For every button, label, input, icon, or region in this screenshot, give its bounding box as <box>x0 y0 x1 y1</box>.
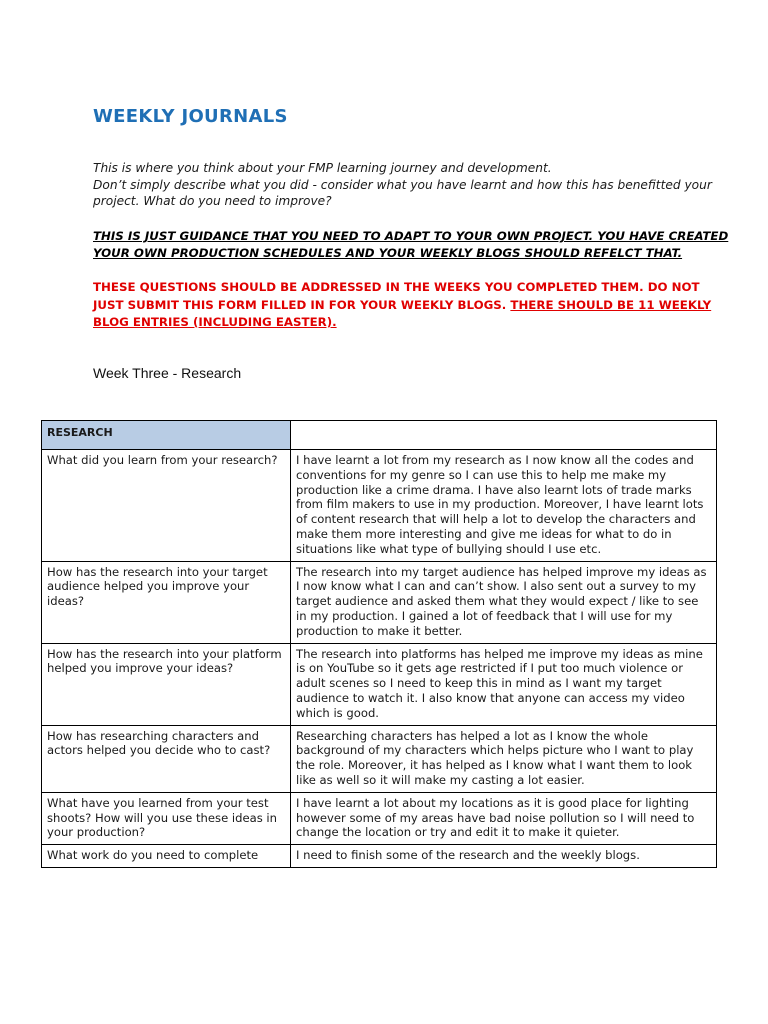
table-header-blank <box>291 421 717 450</box>
answer-cell: I have learnt a lot about my locations as it is good place for lighting however some of my areas have bad noise pollution so I will need to change the location or try and edit it to make it quieter. <box>291 792 717 844</box>
answer-cell: The research into my target audience has helped improve my ideas as I now know what I can and can’t show. I also sent out a survey to my target audience and asked them what they would expect / like to see in my production. I gained a lot of feedback that I will use for my production to make it better. <box>291 561 717 643</box>
answer-cell: I have learnt a lot from my research as I now know all the codes and conventions for my genre so I can use this to help me make my production like a crime drama. I have also learnt lots of trade marks from film makers to use in my production. Moreover, I have learnt lots of content research that will help a lot to develop the characters and make them more interesting and give me ideas for what to do in situations like what type of bullying should I use etc. <box>291 450 717 562</box>
table-row <box>42 450 717 562</box>
warning-underlined-text: THERE SHOULD BE 11 WEEKLY BLOG ENTRIES (INCLUDING EASTER). <box>93 297 712 329</box>
question-cell: How has the research into your target audience helped you improve your ideas? <box>42 561 291 643</box>
question-cell: How has the research into your platform helped you improve your ideas? <box>42 643 291 725</box>
guidance-note: THIS IS JUST GUIDANCE THAT YOU NEED TO ADAPT TO YOUR OWN PROJECT. YOU HAVE CREATED YOUR OWN PRODUCTION SCHEDULES AND YOUR WEEKLY BLOGS SHOULD REFELCT THAT. <box>93 229 729 260</box>
question-cell: What work do you need to complete <box>42 845 291 868</box>
table-row <box>42 845 717 868</box>
question-cell: How has researching characters and actors helped you decide who to cast? <box>42 725 291 792</box>
intro-line-2: Don’t simply describe what you did - consider what you have learnt and how this has benefitted your project. What do you need to improve? <box>93 177 712 208</box>
intro-line-1: This is where you think about your FMP learning journey and development. <box>93 161 552 175</box>
question-cell: What have you learned from your test shoots? How will you use these ideas in your production? <box>42 792 291 844</box>
answer-cell: I need to finish some of the research and the weekly blogs. <box>291 845 717 868</box>
table-row <box>42 643 717 725</box>
table-row <box>42 561 717 643</box>
answer-cell: The research into platforms has helped me improve my ideas as mine is on YouTube so it gets age restricted if I put too much violence or adult scenes so I need to keep this in mind as I want my target audience to watch it. I also know that anyone can access my video which is good. <box>291 643 717 725</box>
table-row <box>42 792 717 844</box>
answer-cell: Researching characters has helped a lot as I know the whole background of my characters which helps picture who I want to play the role. Moreover, it has helped as I know what I want them to look like as well so it will make my casting a lot easier. <box>291 725 717 792</box>
research-table <box>41 420 717 868</box>
intro-text <box>93 160 733 210</box>
warning-note <box>93 279 733 332</box>
week-heading: Week Three - Research <box>93 365 242 381</box>
page-title: WEEKLY JOURNALS <box>93 106 288 127</box>
table-header-row <box>42 421 717 450</box>
table-header-research: RESEARCH <box>42 421 291 450</box>
question-cell: What did you learn from your research? <box>42 450 291 562</box>
table-row <box>42 725 717 792</box>
warning-text: THESE QUESTIONS SHOULD BE ADDRESSED IN THE WEEKS YOU COMPLETED THEM. DO NOT JUST SUBMIT THIS FORM FILLED IN FOR YOUR WEEKLY BLOGS. <box>93 280 700 312</box>
